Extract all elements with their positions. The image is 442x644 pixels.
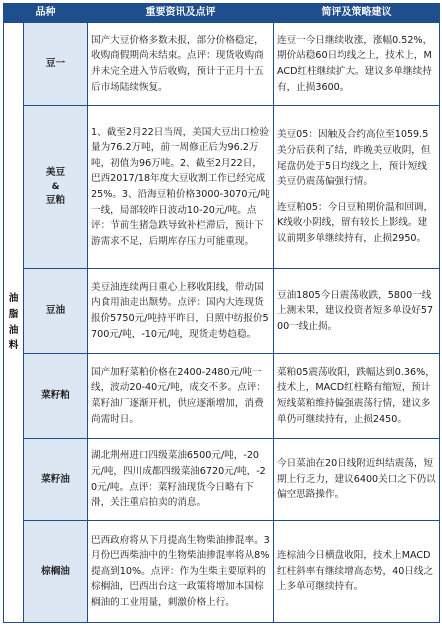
news-rapeseed-meal: 国产加籽菜粕价格在2400-2480元/吨一线，波动20-40元/吨，成交不多。点评：菜籽油厂逐渐开机，供应逐渐增加，消费尚需时日。: [88, 354, 274, 439]
product-amp: &: [51, 182, 60, 192]
product-soy-meal: 豆粕: [45, 195, 66, 206]
strategy-table: [3, 3, 440, 623]
product-us-soy: 美豆: [45, 167, 66, 179]
advice-soy-oil: 豆油1805今日震荡收跌，5800一线上测未果，建议投资者短多单设好5700一线止损。: [274, 269, 440, 354]
product-rapeseed-meal: 菜籽粕: [24, 354, 88, 439]
product-soybean-one: 豆一: [24, 23, 88, 106]
news-soybean-one: 国产大豆价格多数未报，部分价格稳定，收购商假期尚未结束。点评：现货收购商并未完全进入节后收购，预计于正月十五后市场陆续恢复。: [88, 23, 274, 106]
news-rapeseed-oil: 湖北荆州进口四级菜油6500元/吨，-20元/吨，四川成都四级菜油6720元/吨，-20元/吨。点评：菜籽油现货今日略有下滑，关注重启拍卖的消息。: [88, 439, 274, 521]
advice-soy-meal: 连豆粕05：今日豆粕期价温和回调，K线收小阴线，留有较长上影线。建议前期多单继续持有，止损2950。: [277, 201, 434, 244]
row-rapeseed-oil: [4, 439, 440, 521]
header-news: 重要资讯及点评: [88, 4, 274, 23]
row-rapeseed-meal: [4, 354, 440, 439]
product-rapeseed-oil: 菜籽油: [24, 439, 88, 521]
advice-rapeseed-oil: 今日菜油在20日线附近纠结震荡，短期上行乏力，建议6400关口之下仍以偏空思路操作。: [274, 439, 440, 521]
category-label: 油脂油料: [8, 293, 19, 352]
row-palm-oil: [4, 521, 440, 623]
row-us-soy-meal: [4, 106, 440, 269]
news-palm-oil: 巴西政府将从下月提高生物柴油掺混率。3月份巴西柴油中的生物柴油掺混率将从8%提高到10%。点评：作为生柴主要原料的棕榈油，巴西出台这一政策将增加本国棕榈油的工业用量，刺激价格上行。: [88, 521, 274, 623]
news-us-soy-meal: 1、截至2月22日当周，美国大豆出口检验量为76.2万吨，前一周修正后为96.2万吨，初值为96万吨。2、截至2月22日，巴西2017/18年度大豆收割工作已经完成25%。3、沿海豆粕价格3000-3070元/吨一线，局部较昨日波动10-20元/吨。点评：节前生猪急跌导致补栏滞后，预计下游需求不足，后期库存压力可能重现。: [88, 106, 274, 269]
header-advice: 简评及策略建议: [274, 4, 440, 23]
product-palm-oil: 棕榈油: [24, 521, 88, 623]
row-soybean-one: [4, 23, 440, 106]
advice-rapeseed-meal: 菜粕05震荡收阳，跌幅达到0.36%，技术上，MACD红柱略有缩短，预计短线菜粕维持偏强震荡行情，建议多单仍可继续持有，止损2450。: [274, 354, 440, 439]
row-soy-oil: [4, 269, 440, 354]
advice-palm-oil: 连棕油今日横盘收阳，技术上MACD红柱斜率有继续增高态势，40日线之上多单可继续持有。: [274, 521, 440, 623]
news-soy-oil: 美豆油连续两日重心上移收阳线，带动国内食用油走出颓势。点评：国内大连现货报价5750元/吨持平昨日，日照中纺报价5700元/吨，-10元/吨，现货走势趋稳。: [88, 269, 274, 354]
table-header-row: [4, 4, 440, 23]
category-cell: [4, 23, 24, 623]
advice-us-soy: 美豆05：因触及合约高位至1059.5美分后获利了结，昨晚美豆收阴，但尾盘仍处于5日均线之上，预计短线美豆仍震荡偏强行情。: [277, 129, 431, 188]
header-product: 品种: [4, 4, 88, 23]
advice-soybean-one: 连豆一今日继续收涨，涨幅0.52%，期价站稳60日均线之上，技术上，MACD红柱继续扩大。建议多单继续持有，止损3600。: [274, 23, 440, 106]
product-us-soy-meal: [24, 106, 88, 269]
product-soy-oil: 豆油: [24, 269, 88, 354]
advice-us-soy-meal: [274, 106, 440, 269]
